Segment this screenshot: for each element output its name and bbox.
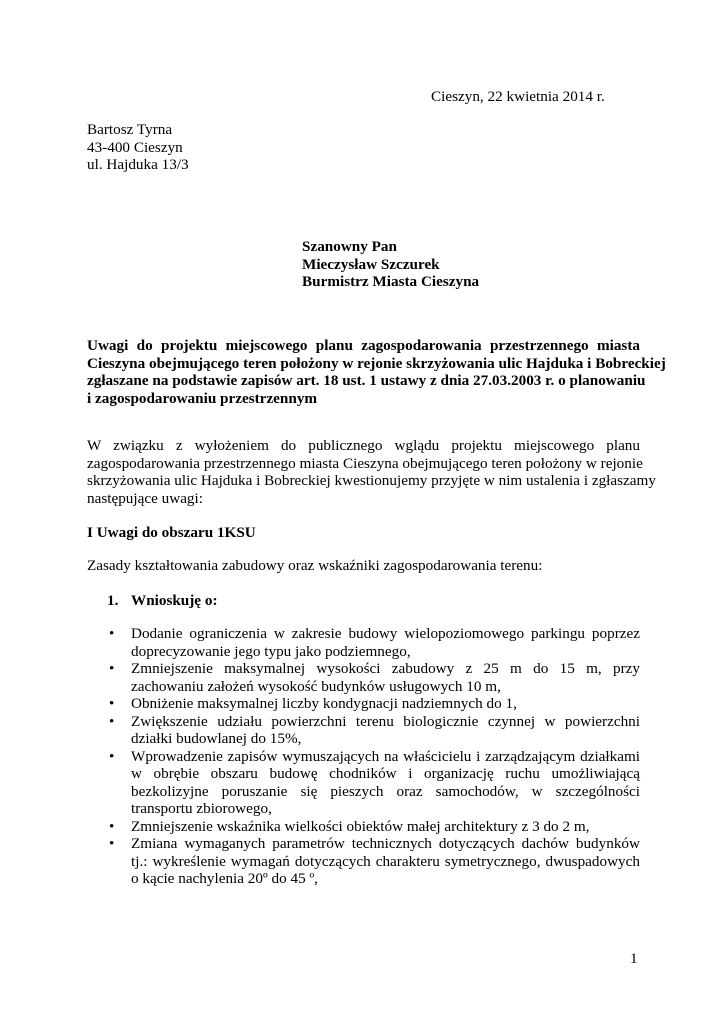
subject-line: i zagospodarowaniu przestrzennym xyxy=(87,389,318,407)
list-item-text: Zmiana wymaganych parametrów technicznych dotyczących dachów budynków tj.: wykreślenie wymagań dotyczących charakteru symetrycznego, dwuspadowych o kącie nachylenia 20º do 45 º, xyxy=(131,835,640,887)
addressee-salutation: Szanowny Pan xyxy=(302,238,397,255)
date-line: Cieszyn, 22 kwietnia 2014 r. xyxy=(431,88,605,105)
subject-line: Uwagi do projektu miejscowego planu zagospodarowania przestrzennego miasta xyxy=(87,337,640,354)
sender-name: Bartosz Tyrna xyxy=(87,121,173,138)
list-item-text: Zwiększenie udziału powierzchni terenu biologicznie czynnej w powierzchni działki budowlanej do 15%, xyxy=(131,712,640,747)
numbered-item xyxy=(107,592,218,610)
paragraph-line: W związku z wyłożeniem do publicznego wglądu projektu miejscowego planu xyxy=(87,437,640,454)
subject-line: zgłaszane na podstawie zapisów art. 18 ust. 1 ustawy z dnia 27.03.2003 r. o planowaniu xyxy=(87,372,646,389)
addressee-block xyxy=(302,238,479,291)
bullet-icon: • xyxy=(109,695,115,712)
bullet-icon: • xyxy=(109,817,115,835)
list-item xyxy=(107,695,640,713)
bullet-icon: • xyxy=(109,625,115,642)
list-item xyxy=(107,835,640,888)
subject-heading xyxy=(87,337,666,407)
list-item-text: Wprowadzenie zapisów wymuszających na właścicielu i zarządzającym działkami w obrębie obszaru budowę chodników i organizację ruchu umożliwiającą bezkolizyjne poruszanie się pieszych oraz samochodów, w szczególności transportu zbiorowego, xyxy=(131,747,640,817)
page-number: 1 xyxy=(630,950,638,967)
sender-block xyxy=(87,121,189,174)
list-item-text: Obniżenie maksymalnej liczby kondygnacji nadziemnych do 1, xyxy=(131,695,517,712)
subject-line: Cieszyna obejmującego teren położony w rejonie skrzyżowania ulic Hajduka i Bobreckiej xyxy=(87,354,666,372)
list-item-text: Zmniejszenie maksymalnej wysokości zabudowy z 25 m do 15 m, przy zachowaniu założeń wysokość budynków usługowych 10 m, xyxy=(131,660,640,695)
section-heading: I Uwagi do obszaru 1KSU xyxy=(87,524,256,541)
list-item-text: Zmniejszenie wskaźnika wielkości obiektów małej architektury z 3 do 2 m, xyxy=(131,817,590,835)
addressee-name: Mieczysław Szczurek xyxy=(302,255,440,273)
paragraph-line: zagospodarowania przestrzennego miasta Cieszyna obejmującego teren położony w rejonie xyxy=(87,454,643,472)
list-item xyxy=(107,713,640,748)
paragraph-line: następujące uwagi: xyxy=(87,489,203,507)
list-item-text: Dodanie ograniczenia w zakresie budowy wielopoziomowego parkingu poprzez doprecyzowanie jego typu jako podziemnego, xyxy=(131,625,640,660)
bullet-icon: • xyxy=(109,660,115,677)
list-item xyxy=(107,625,640,660)
intro-paragraph xyxy=(87,437,656,507)
bullet-icon: • xyxy=(109,747,115,765)
addressee-title: Burmistrz Miasta Cieszyna xyxy=(302,273,480,290)
list-item xyxy=(107,660,640,695)
list-item xyxy=(107,818,640,836)
section-intro: Zasady kształtowania zabudowy oraz wskaźniki zagospodarowania terenu: xyxy=(87,557,543,574)
sender-street: ul. Hajduka 13/3 xyxy=(87,156,189,173)
item-number: 1. xyxy=(107,592,119,609)
list-item xyxy=(107,748,640,818)
item-label: Wnioskuję o: xyxy=(131,592,218,609)
bullet-list xyxy=(107,625,640,888)
bullet-icon: • xyxy=(109,835,115,852)
paragraph-line: skrzyżowania ulic Hajduka i Bobreckiej kwestionujemy przyjęte w nim ustalenia i zgłaszamy xyxy=(87,472,656,489)
sender-postal: 43-400 Cieszyn xyxy=(87,138,183,156)
bullet-icon: • xyxy=(109,712,115,730)
